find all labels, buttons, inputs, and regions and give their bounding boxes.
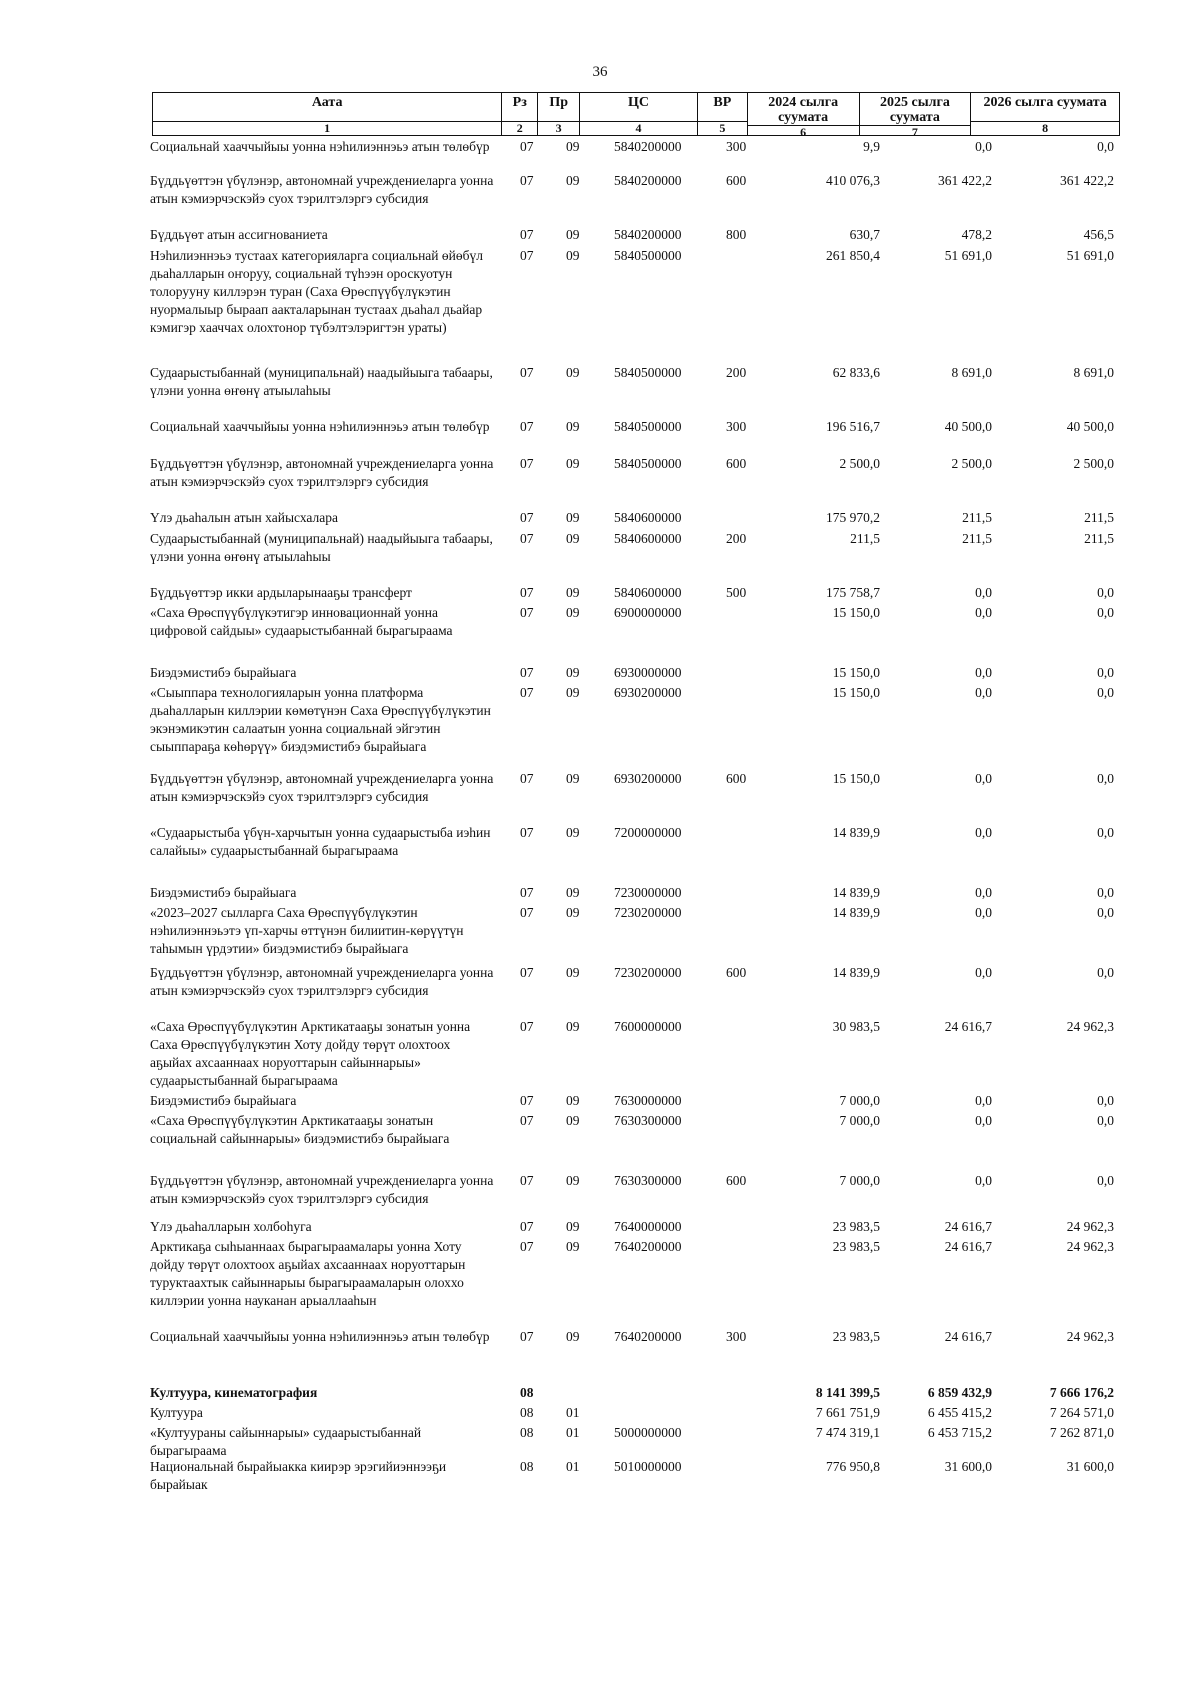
cell-pr: 09 xyxy=(566,825,580,840)
cell-v1: 7 000,0 xyxy=(839,1093,880,1108)
cell-vr: 600 xyxy=(726,965,747,980)
cell-v1: 23 983,5 xyxy=(832,1239,880,1254)
header-label: ЦС xyxy=(628,95,649,110)
header-col-name xyxy=(153,93,502,135)
cell-v1: 23 983,5 xyxy=(832,1219,880,1234)
cell-pr: 09 xyxy=(566,965,580,980)
cell-name: «2023–2027 сылларга Саха Өрөспүүбүлүкэтин нэһилиэннэьэтэ үп-харчы өттүнэн билиитин-көрүүтүн таһымын үрдэтии» биэдэмистибэ бырайыага xyxy=(150,905,464,956)
header-num: 8 xyxy=(971,121,1119,135)
cell-name: «Сыыппара технологияларын уонна платформа дьаһалларын киллэрии көмөтүнэн Саха Өрөспүүбүлүкэтин экэнэмикэтин салаатын уонна социальнай эйгэтин сыыппараҕа көһөрүү» биэдэмистибэ бырайыага xyxy=(150,685,491,754)
cell-v1: 7 000,0 xyxy=(839,1173,880,1188)
cell-v3: 8 691,0 xyxy=(1073,365,1114,380)
cell-rz: 07 xyxy=(520,585,534,600)
cell-rz: 08 xyxy=(520,1425,534,1440)
cell-rz: 07 xyxy=(520,771,534,786)
cell-vr: 200 xyxy=(726,365,747,380)
header-col-rz xyxy=(502,93,538,135)
cell-v2: 0,0 xyxy=(975,1173,992,1188)
cell-v1: 7 474 319,1 xyxy=(815,1425,880,1440)
cell-name: Култуура, кинематография xyxy=(150,1385,318,1400)
cell-vr: 600 xyxy=(726,1173,747,1188)
cell-name: Бүддьүөт атын ассигнованиета xyxy=(150,227,328,242)
cell-v3: 24 962,3 xyxy=(1066,1329,1114,1344)
cell-cs: 5840200000 xyxy=(614,139,682,154)
cell-name: Нэһилиэннэьэ тустаах категорияларга социальнай өйөбүл дьаһалларын оҥоруу, социальнай түһээн ороскуотун толорууну киллэрэн туран (Саха Өрөспүүбүлүкэтин нуормалыыр быраап аакталарынан тустаах дьаһал дьайар кэмигэр хааччах олохтонор түбэлтэлэригтэн ураты) xyxy=(150,248,483,335)
header-col-vr xyxy=(698,93,748,135)
cell-rz: 08 xyxy=(520,1459,534,1474)
cell-v1: 776 950,8 xyxy=(826,1459,880,1474)
header-num: 4 xyxy=(580,121,697,135)
cell-rz: 07 xyxy=(520,248,534,263)
cell-cs: 7640000000 xyxy=(614,1219,682,1234)
cell-v3: 2 500,0 xyxy=(1073,456,1114,471)
cell-cs: 6930200000 xyxy=(614,771,682,786)
cell-v2: 2 500,0 xyxy=(951,456,992,471)
cell-rz: 08 xyxy=(520,1405,534,1420)
cell-v1: 7 000,0 xyxy=(839,1113,880,1128)
cell-v2: 24 616,7 xyxy=(944,1219,992,1234)
cell-v2: 51 691,0 xyxy=(944,248,992,263)
cell-name: Бүддьүөттэн үбүлэнэр, автономнай учреждениеларга уонна атын кэмиэрчэскэйэ суох тэрилтэлэргэ субсидия xyxy=(150,771,494,804)
cell-rz: 07 xyxy=(520,1113,534,1128)
page-number: 36 xyxy=(592,64,608,80)
cell-cs: 7230200000 xyxy=(614,905,682,920)
cell-pr: 09 xyxy=(566,456,580,471)
cell-rz: 08 xyxy=(520,1385,534,1400)
cell-name: «Саха Өрөспүүбүлүкэтин Арктикатааҕы зонатын уонна Саха Өрөспүүбүлүкэтин Хоту дойду төрүт олохтоох аҕыйах ахсааннаах норуоттарын сайыннарыы» судаарыстыбаннай бырагыраама xyxy=(150,1019,471,1088)
table-header xyxy=(152,92,1120,139)
cell-rz: 07 xyxy=(520,965,534,980)
cell-pr: 09 xyxy=(566,771,580,786)
cell-v3: 7 264 571,0 xyxy=(1049,1405,1114,1420)
cell-v1: 14 839,9 xyxy=(832,965,880,980)
cell-cs: 7640200000 xyxy=(614,1239,682,1254)
cell-rz: 07 xyxy=(520,365,534,380)
cell-rz: 07 xyxy=(520,510,534,525)
cell-v2: 6 859 432,9 xyxy=(927,1385,992,1400)
cell-cs: 7630300000 xyxy=(614,1113,682,1128)
cell-rz: 07 xyxy=(520,1173,534,1188)
cell-v2: 211,5 xyxy=(962,531,992,546)
cell-rz: 07 xyxy=(520,605,534,620)
cell-name: «Култуураны сайыннарыы» судаарыстыбаннай бырагыраама xyxy=(150,1425,422,1458)
cell-name: «Саха Өрөспүүбүлүкэтин Арктикатааҕы зонатын социальнай сайыннарыы» биэдэмистибэ бырайыага xyxy=(150,1113,450,1146)
cell-pr: 09 xyxy=(566,419,580,434)
header-label: Пр xyxy=(549,95,568,110)
cell-v2: 6 455 415,2 xyxy=(927,1405,992,1420)
cell-pr: 09 xyxy=(566,510,580,525)
cell-rz: 07 xyxy=(520,905,534,920)
cell-cs: 5840500000 xyxy=(614,419,682,434)
cell-name: Арктикаҕа сыһыаннаах бырагыраамалары уонна Хоту дойду төрүт олохтоох аҕыйах ахсааннаах норуоттарын туруктаахтык сайыннарыы бырагыраамаларын олоххо киллэрии уонна науканан арыаллааһын xyxy=(150,1239,466,1308)
cell-v1: 2 500,0 xyxy=(839,456,880,471)
cell-rz: 07 xyxy=(520,531,534,546)
cell-v2: 0,0 xyxy=(975,685,992,700)
cell-rz: 07 xyxy=(520,1093,534,1108)
cell-cs: 7640200000 xyxy=(614,1329,682,1344)
cell-rz: 07 xyxy=(520,1239,534,1254)
cell-pr: 09 xyxy=(566,1239,580,1254)
cell-v2: 0,0 xyxy=(975,825,992,840)
cell-rz: 07 xyxy=(520,227,534,242)
cell-v3: 7 262 871,0 xyxy=(1049,1425,1114,1440)
cell-cs: 5000000000 xyxy=(614,1425,682,1440)
cell-v3: 24 962,3 xyxy=(1066,1019,1114,1034)
cell-rz: 07 xyxy=(520,173,534,188)
cell-v1: 15 150,0 xyxy=(832,665,880,680)
cell-v2: 0,0 xyxy=(975,885,992,900)
header-num: 1 xyxy=(153,121,501,135)
cell-cs: 7600000000 xyxy=(614,1019,682,1034)
cell-name: Национальнай бырайыакка киирэр эрэгийиэннээҕи бырайыак xyxy=(150,1459,447,1492)
cell-cs: 5840600000 xyxy=(614,510,682,525)
cell-pr: 09 xyxy=(566,365,580,380)
cell-pr: 09 xyxy=(566,585,580,600)
cell-name: Бүддьүөттэн үбүлэнэр, автономнай учреждениеларга уонна атын кэмиэрчэскэйэ суох тэрилтэлэргэ субсидия xyxy=(150,1173,494,1206)
cell-v3: 24 962,3 xyxy=(1066,1239,1114,1254)
cell-rz: 07 xyxy=(520,139,534,154)
cell-v2: 24 616,7 xyxy=(944,1329,992,1344)
cell-pr: 09 xyxy=(566,531,580,546)
header-col-2024 xyxy=(748,93,860,139)
header-num: 3 xyxy=(538,121,579,135)
cell-v3: 0,0 xyxy=(1097,1113,1114,1128)
cell-name: Бүддьүөттэр икки ардыларынааҕы трансферт xyxy=(150,585,412,600)
cell-v3: 31 600,0 xyxy=(1066,1459,1114,1474)
cell-v2: 211,5 xyxy=(962,510,992,525)
cell-pr: 01 xyxy=(566,1425,580,1440)
cell-v3: 0,0 xyxy=(1097,1173,1114,1188)
cell-cs: 5840600000 xyxy=(614,585,682,600)
cell-v1: 15 150,0 xyxy=(832,771,880,786)
cell-rz: 07 xyxy=(520,1219,534,1234)
cell-pr: 01 xyxy=(566,1459,580,1474)
cell-rz: 07 xyxy=(520,456,534,471)
cell-v3: 0,0 xyxy=(1097,905,1114,920)
cell-vr: 300 xyxy=(726,1329,747,1344)
cell-vr: 600 xyxy=(726,771,747,786)
cell-name: Бүддьүөттэн үбүлэнэр, автономнай учреждениеларга уонна атын кэмиэрчэскэйэ суох тэрилтэлэргэ субсидия xyxy=(150,456,494,489)
cell-v2: 40 500,0 xyxy=(944,419,992,434)
cell-name: Бүддьүөттэн үбүлэнэр, автономнай учреждениеларга уонна атын кэмиэрчэскэйэ суох тэрилтэлэргэ субсидия xyxy=(150,173,494,206)
cell-name: Социальнай хааччыйыы уонна нэһилиэннэьэ атын төлөбүр xyxy=(150,419,490,434)
header-label: 2025 сылга суумата xyxy=(879,95,950,125)
cell-cs: 7630300000 xyxy=(614,1173,682,1188)
cell-v3: 211,5 xyxy=(1084,510,1114,525)
header-num: 2 xyxy=(502,121,537,135)
cell-v1: 23 983,5 xyxy=(832,1329,880,1344)
cell-v2: 478,2 xyxy=(961,227,992,242)
cell-v1: 630,7 xyxy=(849,227,880,242)
cell-v1: 8 141 399,5 xyxy=(815,1385,880,1400)
cell-rz: 07 xyxy=(520,685,534,700)
cell-v2: 0,0 xyxy=(975,1093,992,1108)
cell-cs: 6930000000 xyxy=(614,665,682,680)
cell-vr: 500 xyxy=(726,585,747,600)
cell-name: Үлэ дьаһалын атын хайысхалара xyxy=(150,510,338,525)
header-label: Аата xyxy=(311,95,343,110)
cell-v2: 31 600,0 xyxy=(944,1459,992,1474)
cell-v2: 0,0 xyxy=(975,1113,992,1128)
header-col-cs xyxy=(580,93,698,135)
cell-pr: 09 xyxy=(566,605,580,620)
cell-v2: 0,0 xyxy=(975,965,992,980)
cell-v3: 456,5 xyxy=(1083,227,1114,242)
cell-name: «Саха Өрөспүүбүлүкэтигэр инновационнай уонна цифровой сайдыы» судаарыстыбаннай бырагыраама xyxy=(150,605,453,638)
cell-v3: 0,0 xyxy=(1097,771,1114,786)
cell-cs: 5840500000 xyxy=(614,365,682,380)
cell-v2: 0,0 xyxy=(975,771,992,786)
cell-rz: 07 xyxy=(520,665,534,680)
cell-v3: 24 962,3 xyxy=(1066,1219,1114,1234)
cell-v3: 0,0 xyxy=(1097,965,1114,980)
cell-pr: 09 xyxy=(566,665,580,680)
header-col-pr xyxy=(538,93,580,135)
cell-v1: 15 150,0 xyxy=(832,685,880,700)
cell-pr: 09 xyxy=(566,173,580,188)
cell-rz: 07 xyxy=(520,1329,534,1344)
cell-v2: 8 691,0 xyxy=(951,365,992,380)
header-label: ВР xyxy=(713,95,732,110)
cell-pr: 09 xyxy=(566,1219,580,1234)
cell-v1: 14 839,9 xyxy=(832,825,880,840)
cell-vr: 200 xyxy=(726,531,747,546)
cell-v3: 211,5 xyxy=(1084,531,1114,546)
cell-v2: 0,0 xyxy=(975,905,992,920)
cell-v3: 0,0 xyxy=(1097,825,1114,840)
cell-name: Социальнай хааччыйыы уонна нэһилиэннэьэ атын төлөбүр xyxy=(150,1329,490,1344)
cell-v1: 211,5 xyxy=(850,531,880,546)
cell-v3: 361 422,2 xyxy=(1060,173,1114,188)
cell-vr: 300 xyxy=(726,139,747,154)
cell-cs: 7200000000 xyxy=(614,825,682,840)
cell-v3: 0,0 xyxy=(1097,139,1114,154)
cell-pr: 01 xyxy=(566,1405,580,1420)
cell-v2: 24 616,7 xyxy=(944,1019,992,1034)
cell-pr: 09 xyxy=(566,905,580,920)
cell-vr: 300 xyxy=(726,419,747,434)
cell-v1: 14 839,9 xyxy=(832,885,880,900)
cell-v3: 51 691,0 xyxy=(1066,248,1114,263)
header-label: Рз xyxy=(512,95,527,110)
cell-v2: 0,0 xyxy=(975,605,992,620)
header-num: 6 xyxy=(748,125,859,139)
cell-pr: 09 xyxy=(566,1329,580,1344)
header-num: 7 xyxy=(860,125,971,139)
cell-v2: 24 616,7 xyxy=(944,1239,992,1254)
cell-rz: 07 xyxy=(520,419,534,434)
cell-pr: 09 xyxy=(566,1113,580,1128)
cell-cs: 5010000000 xyxy=(614,1459,682,1474)
cell-rz: 07 xyxy=(520,1019,534,1034)
cell-name: Социальнай хааччыйыы уонна нэһилиэннэьэ атын төлөбүр xyxy=(150,139,490,154)
cell-vr: 600 xyxy=(726,456,747,471)
cell-v1: 15 150,0 xyxy=(832,605,880,620)
cell-cs: 7230200000 xyxy=(614,965,682,980)
cell-cs: 7630000000 xyxy=(614,1093,682,1108)
cell-v1: 62 833,6 xyxy=(832,365,880,380)
cell-v3: 0,0 xyxy=(1097,1093,1114,1108)
cell-cs: 5840200000 xyxy=(614,173,682,188)
cell-cs: 5840500000 xyxy=(614,456,682,471)
cell-v3: 0,0 xyxy=(1097,605,1114,620)
cell-pr: 09 xyxy=(566,885,580,900)
cell-v2: 361 422,2 xyxy=(938,173,992,188)
header-label: 2026 сылга суумата xyxy=(983,95,1107,110)
cell-cs: 5840200000 xyxy=(614,227,682,242)
cell-pr: 09 xyxy=(566,139,580,154)
cell-v3: 0,0 xyxy=(1097,685,1114,700)
cell-vr: 800 xyxy=(726,227,747,242)
cell-name: Судаарыстыбаннай (муниципальнай) наадыйыыга табаары, үлэни уонна өҥөнү атыылаһыы xyxy=(150,365,493,398)
cell-cs: 7230000000 xyxy=(614,885,682,900)
cell-name: Биэдэмистибэ бырайыага xyxy=(150,1093,297,1108)
cell-rz: 07 xyxy=(520,885,534,900)
cell-v1: 7 661 751,9 xyxy=(815,1405,880,1420)
cell-pr: 09 xyxy=(566,1019,580,1034)
cell-v1: 261 850,4 xyxy=(826,248,880,263)
cell-v1: 196 516,7 xyxy=(826,419,880,434)
cell-vr: 600 xyxy=(726,173,747,188)
cell-cs: 6900000000 xyxy=(614,605,682,620)
cell-name: «Судаарыстыба үбүн-харчытын уонна судаарыстыба иэһин салайыы» судаарыстыбаннай бырагыраама xyxy=(150,825,491,858)
cell-rz: 07 xyxy=(520,825,534,840)
cell-name: Судаарыстыбаннай (муниципальнай) наадыйыыга табаары, үлэни уонна өҥөнү атыылаһыы xyxy=(150,531,493,564)
header-label: 2024 сылга суумата xyxy=(768,95,839,125)
cell-pr: 09 xyxy=(566,227,580,242)
cell-cs: 5840500000 xyxy=(614,248,682,263)
cell-pr: 09 xyxy=(566,1173,580,1188)
cell-v1: 175 970,2 xyxy=(826,510,880,525)
cell-pr: 09 xyxy=(566,248,580,263)
header-num: 5 xyxy=(698,121,747,135)
cell-name: Култуура xyxy=(150,1405,203,1420)
cell-v2: 0,0 xyxy=(975,139,992,154)
header-col-2026 xyxy=(971,93,1119,135)
cell-pr: 09 xyxy=(566,1093,580,1108)
cell-v1: 14 839,9 xyxy=(832,905,880,920)
cell-pr: 09 xyxy=(566,685,580,700)
cell-v3: 40 500,0 xyxy=(1066,419,1114,434)
cell-v2: 6 453 715,2 xyxy=(927,1425,992,1440)
cell-name: Үлэ дьаһалларын холбоһуга xyxy=(150,1219,312,1234)
cell-v2: 0,0 xyxy=(975,665,992,680)
cell-v1: 410 076,3 xyxy=(826,173,880,188)
cell-name: Биэдэмистибэ бырайыага xyxy=(150,885,297,900)
cell-cs: 5840600000 xyxy=(614,531,682,546)
cell-v3: 0,0 xyxy=(1097,885,1114,900)
cell-v1: 30 983,5 xyxy=(832,1019,880,1034)
header-col-2025 xyxy=(860,93,972,139)
cell-v1: 175 758,7 xyxy=(826,585,880,600)
cell-name: Биэдэмистибэ бырайыага xyxy=(150,665,297,680)
cell-v1: 9,9 xyxy=(863,139,880,154)
cell-v3: 0,0 xyxy=(1097,585,1114,600)
cell-v2: 0,0 xyxy=(975,585,992,600)
cell-cs: 6930200000 xyxy=(614,685,682,700)
cell-name: Бүддьүөттэн үбүлэнэр, автономнай учреждениеларга уонна атын кэмиэрчэскэйэ суох тэрилтэлэргэ субсидия xyxy=(150,965,494,998)
cell-v3: 0,0 xyxy=(1097,665,1114,680)
cell-v3: 7 666 176,2 xyxy=(1049,1385,1114,1400)
